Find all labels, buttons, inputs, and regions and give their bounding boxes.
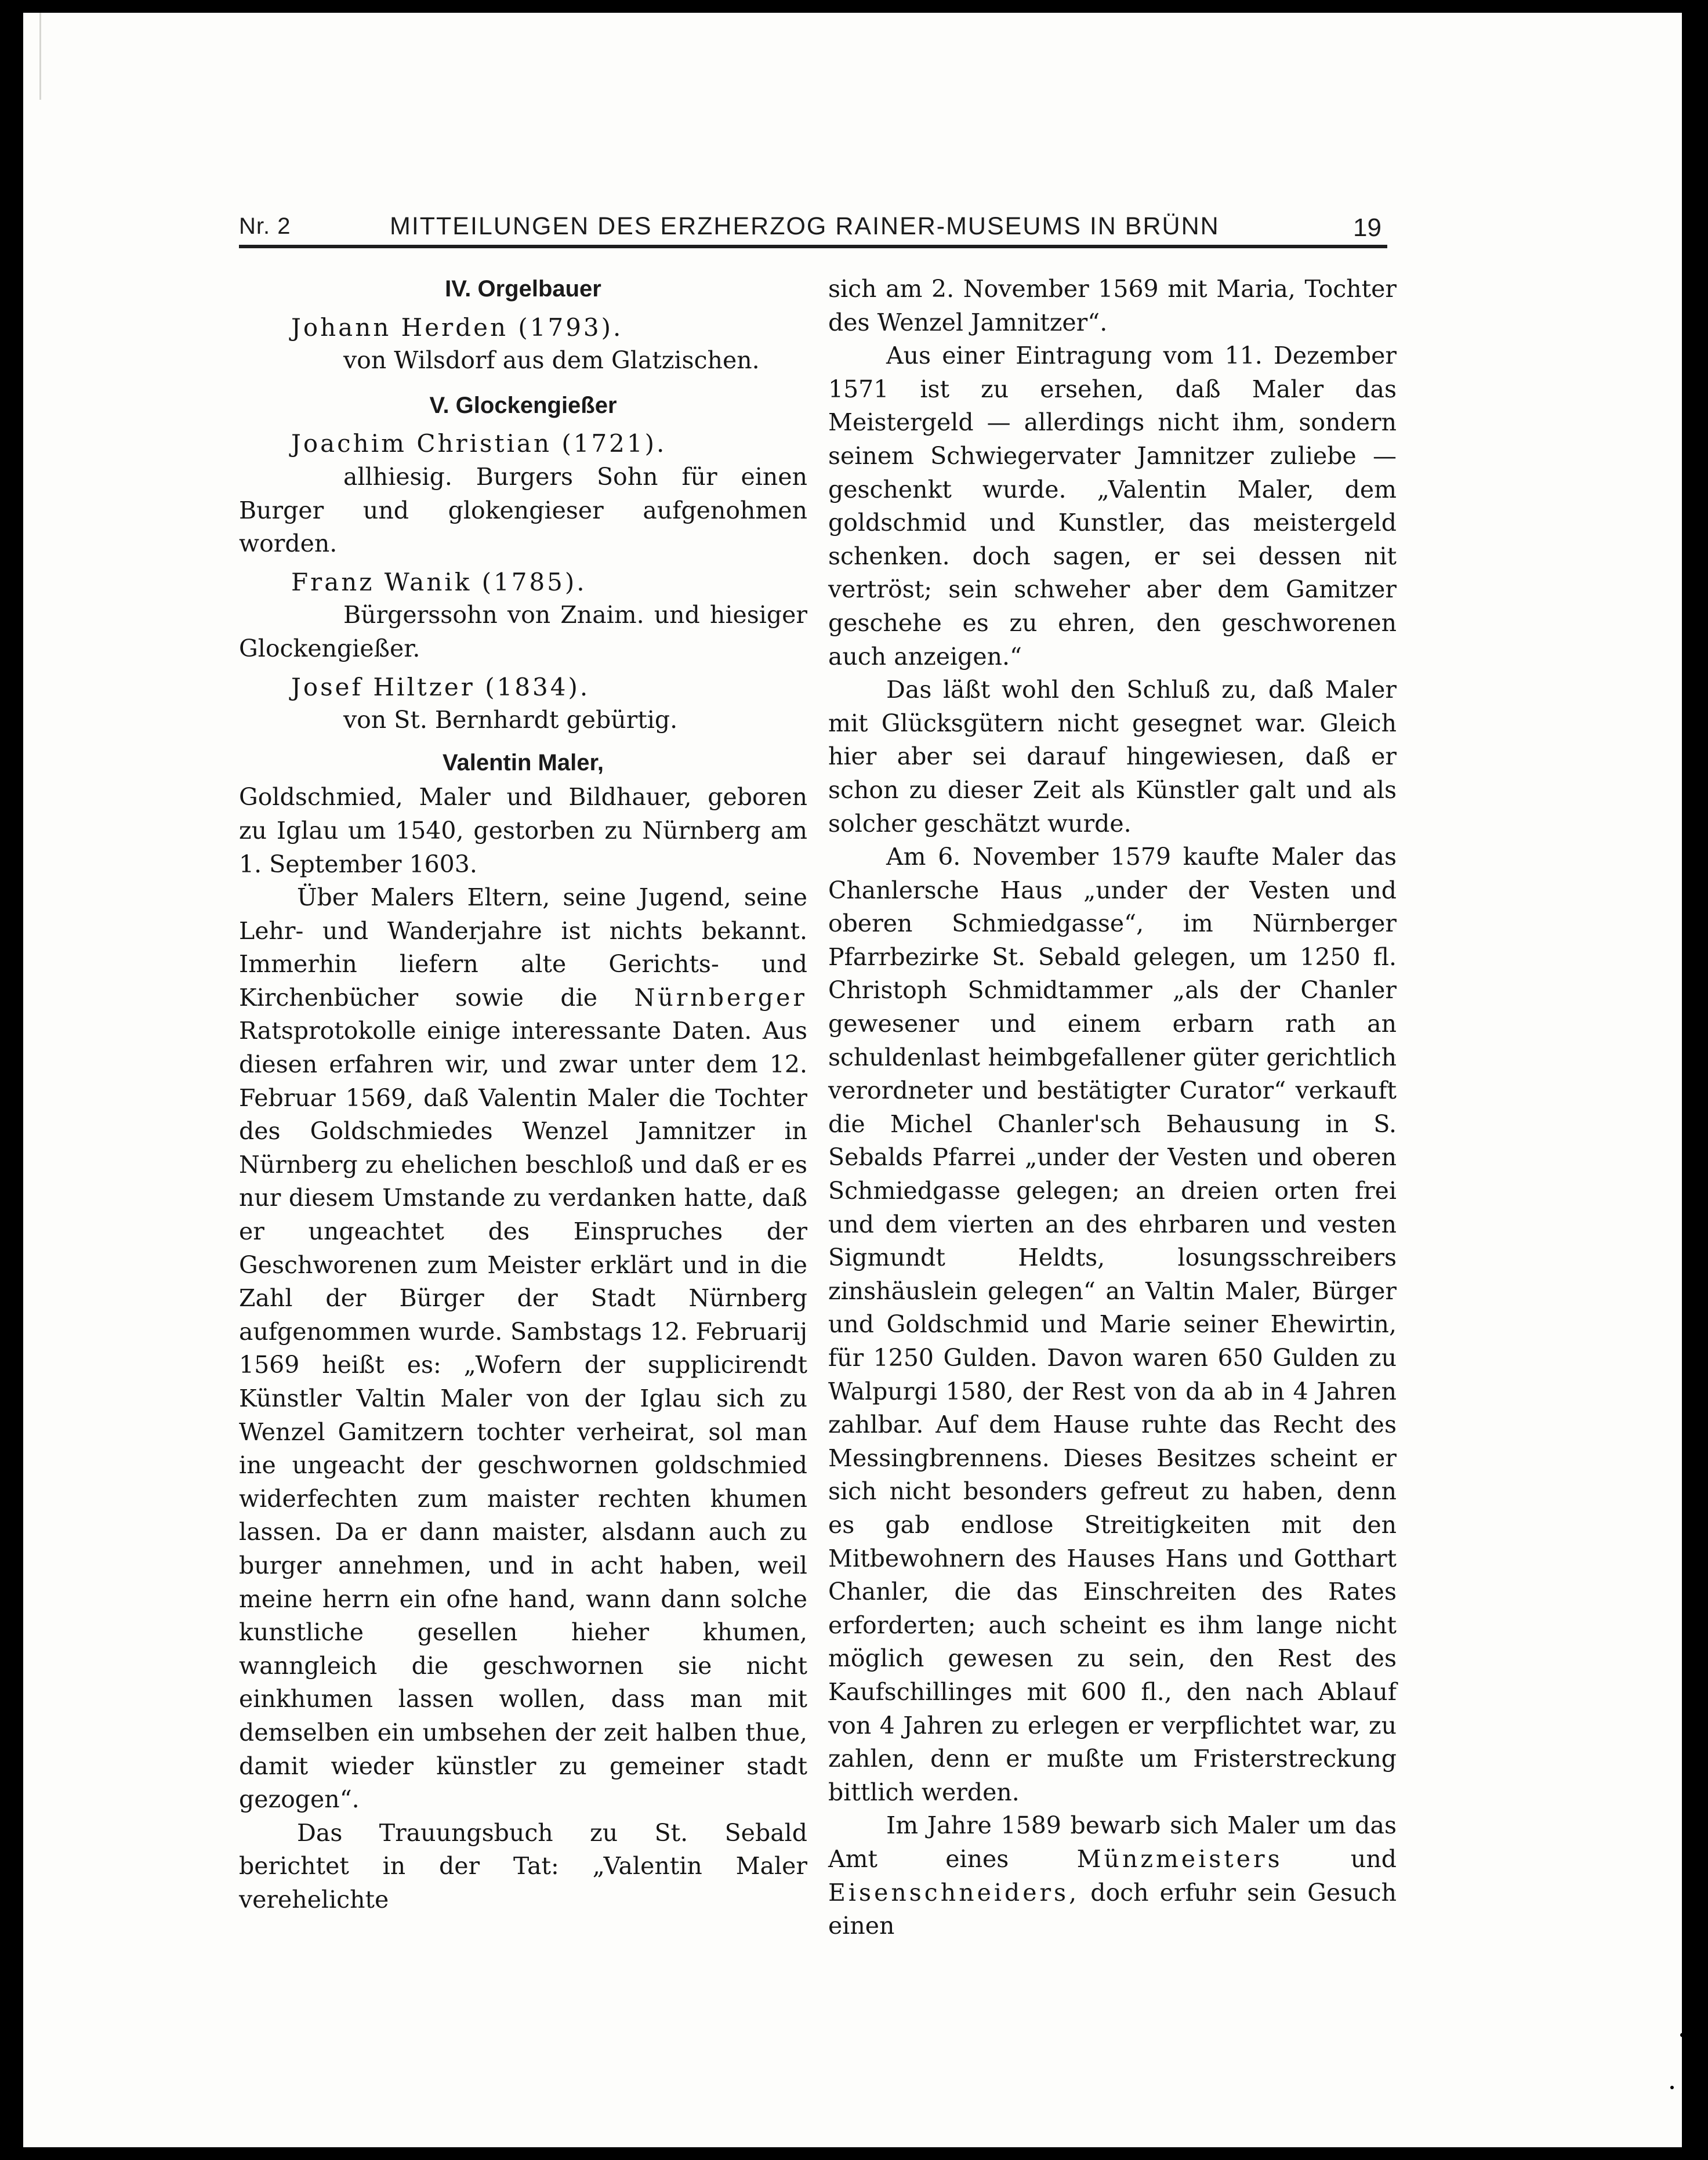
entry-description: von St. Bernhardt gebürtig. xyxy=(343,706,678,734)
section-heading-glockengiesser: V. Glockengießer xyxy=(429,392,617,418)
spaced-emphasis: Eisenschneiders, xyxy=(828,1878,1080,1907)
right-column xyxy=(828,273,1397,1943)
left-column xyxy=(239,273,807,1917)
spaced-emphasis: Nürnberger xyxy=(634,983,807,1012)
paragraph: sich am 2. November 1569 mit Maria, Tochter des Wenzel Jamnitzer“. xyxy=(828,275,1397,336)
entry-name: Johann Herden (1793). xyxy=(291,313,623,342)
header-rule xyxy=(239,245,1387,248)
paragraph: Das läßt wohl den Schluß zu, daß Maler mit Glücksgütern nicht gesegnet war. Gleich hier aber sei darauf hingewiesen, daß er schon zu dieser Zeit als Künstler galt und als solcher geschätzt wurde. xyxy=(828,676,1397,838)
paragraph-text: Über Malers Eltern, seine Jugend, seine Lehr- und Wanderjahre ist nichts bekannt. Immerhin liefern alte Gerichts- und Kirchenbücher sowie die xyxy=(239,883,807,1012)
paragraph: Aus einer Eintragung vom 11. Dezember 1571 ist zu ersehen, daß Maler das Meistergeld — allerdings nicht ihm, sondern seinem Schwiegervater Jamnitzer zuliebe — geschenkt wurde. „Valentin Maler, dem goldschmid und Kunstler, das meistergeld schenken. doch sagen, er sei dessen nit vertröst; sein schweher aber dem Gamitzer geschehe es zu ehren, den geschworenen auch anzeigen.“ xyxy=(828,342,1397,671)
entry-description: allhiesig. Burgers Sohn für einen Burger und glokengieser aufgenohmen worden. xyxy=(239,462,807,558)
section-heading-orgelbauer: IV. Orgelbauer xyxy=(445,276,601,302)
paragraph: Am 6. November 1579 kaufte Maler das Chanlersche Haus „under der Vesten und oberen Schmiedgasse“, im Nürnberger Pfarrbezirke St. Sebald gelegen, um 1250 fl. Christoph Schmidtammer „als der Chanler gewesener und einem erbarn rath an schuldenlast heimbgefallener güter gerichtlich verordneter und bestätigter Curator“ verkauft die Michel Chanler'sch Behausung in S. Sebalds Pfarrei „under der Vesten und oberen Schmiedgasse gelegen; an dreien orten frei und dem vierten an des ehrbaren und vesten Sigmundt Heldts, losungsschreibers zinshäuslein gelegen“ an Valtin Maler, Bürger und Goldschmid und Marie seiner Ehewirtin, für 1250 Gulden. Davon waren 650 Gulden zu Walpurgi 1580, der Rest von da ab in 4 Jahren zahlbar. Auf dem Hause ruhte das Recht des Messingbrennens. Dieses Besitzes scheint er sich nicht besonders gefreut zu haben, denn es gab endlose Streitigkeiten mit den Mitbewohnern des Hauses Hans und Gotthart Chanler, die das Einschreiten des Rates erforderten; auch scheint es ihm lange nicht möglich gewesen zu sein, den Rest des Kaufschillinges mit 600 fl., den nach Ablauf von 4 Jahren zu erlegen er verpflichtet war, zu zahlen, denn er mußte um Fristerstreckung bittlich werden. xyxy=(828,843,1397,1806)
page-number: 19 xyxy=(1353,213,1381,242)
spaced-emphasis: Münzmeisters xyxy=(1076,1844,1283,1873)
section-heading-valentin-maler: Valentin Maler, xyxy=(443,749,604,775)
paragraph xyxy=(828,1809,1397,1942)
entry-description: von Wilsdorf aus dem Glatzischen. xyxy=(343,346,760,375)
entry-description: Bürgerssohn von Znaim. und hiesiger Glockengießer. xyxy=(239,601,807,662)
issue-number: Nr. 2 xyxy=(239,213,291,239)
journal-title: MITTEILUNGEN DES ERZHERZOG RAINER-MUSEUMS IN BRÜNN xyxy=(390,212,1220,240)
paragraph-text: und xyxy=(1350,1844,1397,1873)
paragraph: Das Trauungsbuch zu St. Sebald berichtet in der Tat: „Valentin Maler verehelichte xyxy=(239,1818,807,1913)
scan-edge-mark xyxy=(39,13,41,100)
scan-speck xyxy=(1680,2033,1684,2037)
entry-name: Franz Wanik (1785). xyxy=(291,567,587,596)
scan-speck xyxy=(1670,2086,1674,2089)
running-header xyxy=(216,210,1387,246)
paragraph xyxy=(239,881,807,1817)
entry-name: Josef Hiltzer (1834). xyxy=(291,672,590,701)
biography-intro: Goldschmied, Maler und Bildhauer, geboren zu Iglau um 1540, gestorben zu Nürnberg am 1. September 1603. xyxy=(239,783,807,878)
paragraph-text: Im Jahre 1589 bewarb sich Maler um das Amt eines xyxy=(828,1811,1397,1873)
entry-name: Joachim Christian (1721). xyxy=(291,429,667,458)
paragraph-text: doch erfuhr sein Gesuch einen xyxy=(828,1878,1397,1940)
paragraph-text: Ratsprotokolle einige interessante Daten. Aus diesen erfahren wir, und zwar unter dem 12. Februar 1569, daß Valentin Maler die Tochter des Goldschmiedes Wenzel Jamnitzer in Nürnberg zu ehelichen beschloß und daß er es nur diesem Umstande zu verdanken hatte, daß er ungeachtet des Einspruches der Geschworenen zum Meister erklärt und in die Zahl der Bürger der Stadt Nürnberg aufgenommen wurde. Sambstags 12. Februarij 1569 heißt es: „Wofern der supplicirendt Künstler Valtin Maler von der Iglau sich zu Wenzel Gamitzern tochter verheirat, sol man ine ungeacht der geschwornen goldschmied widerfechten zum maister rechten khumen lassen. Da er dann maister, alsdann auch zu burger annehmen, und in acht haben, weil meine herrn ein ofne hand, wann dann solche kunstliche gesellen hieher khumen, wanngleich die geschwornen sie nicht einkhumen lassen wollen, dass man mit demselben ein umbsehen der zeit halben thue, damit wieder künstler zu gemeiner stadt gezogen“. xyxy=(239,1017,807,1814)
